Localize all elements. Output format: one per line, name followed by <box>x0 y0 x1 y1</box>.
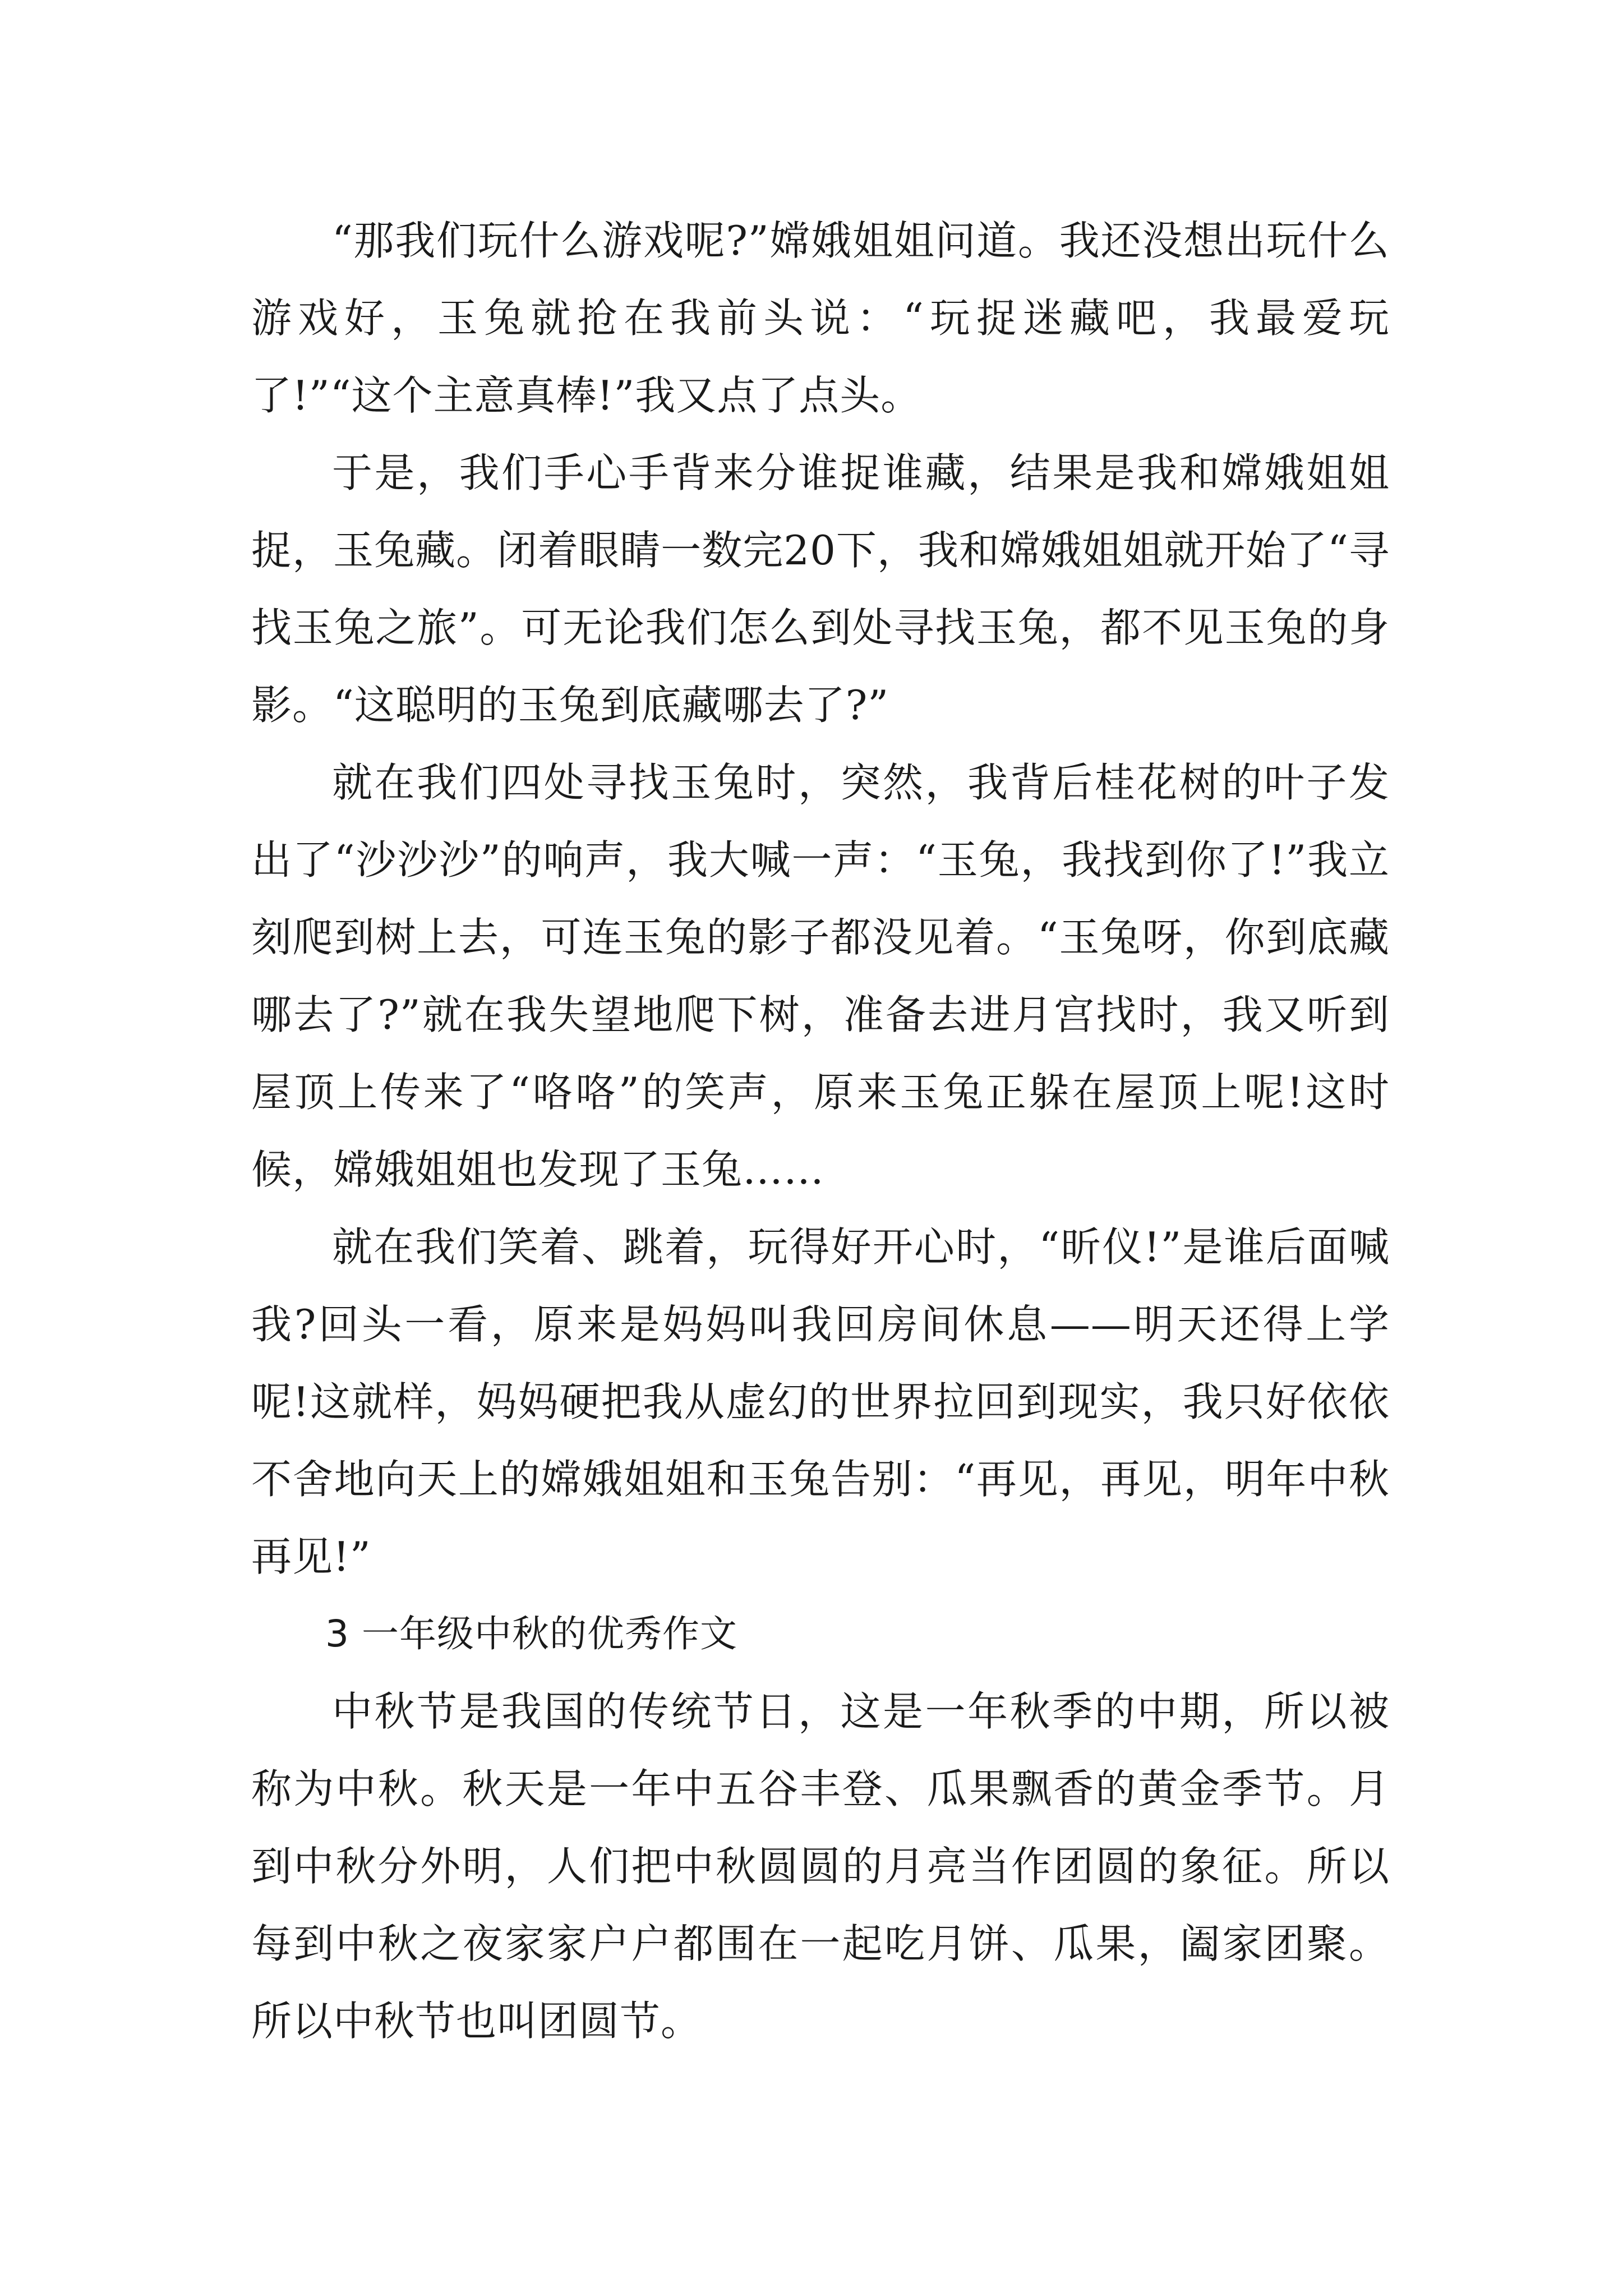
paragraph-search-rabbit: 就在我们四处寻找玉兔时，突然，我背后桂花树的叶子发出了“沙沙沙”的响声，我大喊一声：“玉兔，我找到你了!”我立刻爬到树上去，可连玉兔的影子都没见着。“玉兔呀，你到底藏哪去了?”就在我失望地爬下树，准备去进月宫找时，我又听到屋顶上传来了“咯咯”的笑声，原来玉兔正躲在屋顶上呢!这时候，嫦娥姐姐也发现了玉兔…… <box>251 759 1390 1193</box>
paragraph-farewell: 就在我们笑着、跳着，玩得好开心时，“昕仪!”是谁后面喊我?回头一看，原来是妈妈叫我回房间休息——明天还得上学呢!这就样，妈妈硬把我从虚幻的世界拉回到现实，我只好依依不舍地向天上的嫦娥姐姐和玉兔告别：“再见，再见，明年中秋再见!” <box>251 1223 1390 1580</box>
section-heading: 3 一年级中秋的优秀作文 <box>325 1612 737 1655</box>
paragraph-hide-and-seek: 于是，我们手心手背来分谁捉谁藏，结果是我和嫦娥姐姐捉，玉兔藏。闭着眼睛一数完20下，我和嫦娥姐姐就开始了“寻找玉兔之旅”。可无论我们怎么到处寻找玉兔，都不见玉兔的身影。“这聪明的玉兔到底藏哪去了?” <box>251 449 1390 729</box>
paragraph-game-choice: “那我们玩什么游戏呢?”嫦娥姐姐问道。我还没想出玩什么游戏好，玉兔就抢在我前头说：“玩捉迷藏吧，我最爱玩了!”“这个主意真棒!”我又点了点头。 <box>251 217 1390 419</box>
document-body <box>251 202 1390 2060</box>
paragraph-mid-autumn-intro: 中秋节是我国的传统节日，这是一年秋季的中期，所以被称为中秋。秋天是一年中五谷丰登、瓜果飘香的黄金季节。月到中秋分外明，人们把中秋圆圆的月亮当作团圆的象征。所以每到中秋之夜家家户户都围在一起吃月饼、瓜果，阖家团聚。所以中秋节也叫团圆节。 <box>251 1688 1390 2045</box>
